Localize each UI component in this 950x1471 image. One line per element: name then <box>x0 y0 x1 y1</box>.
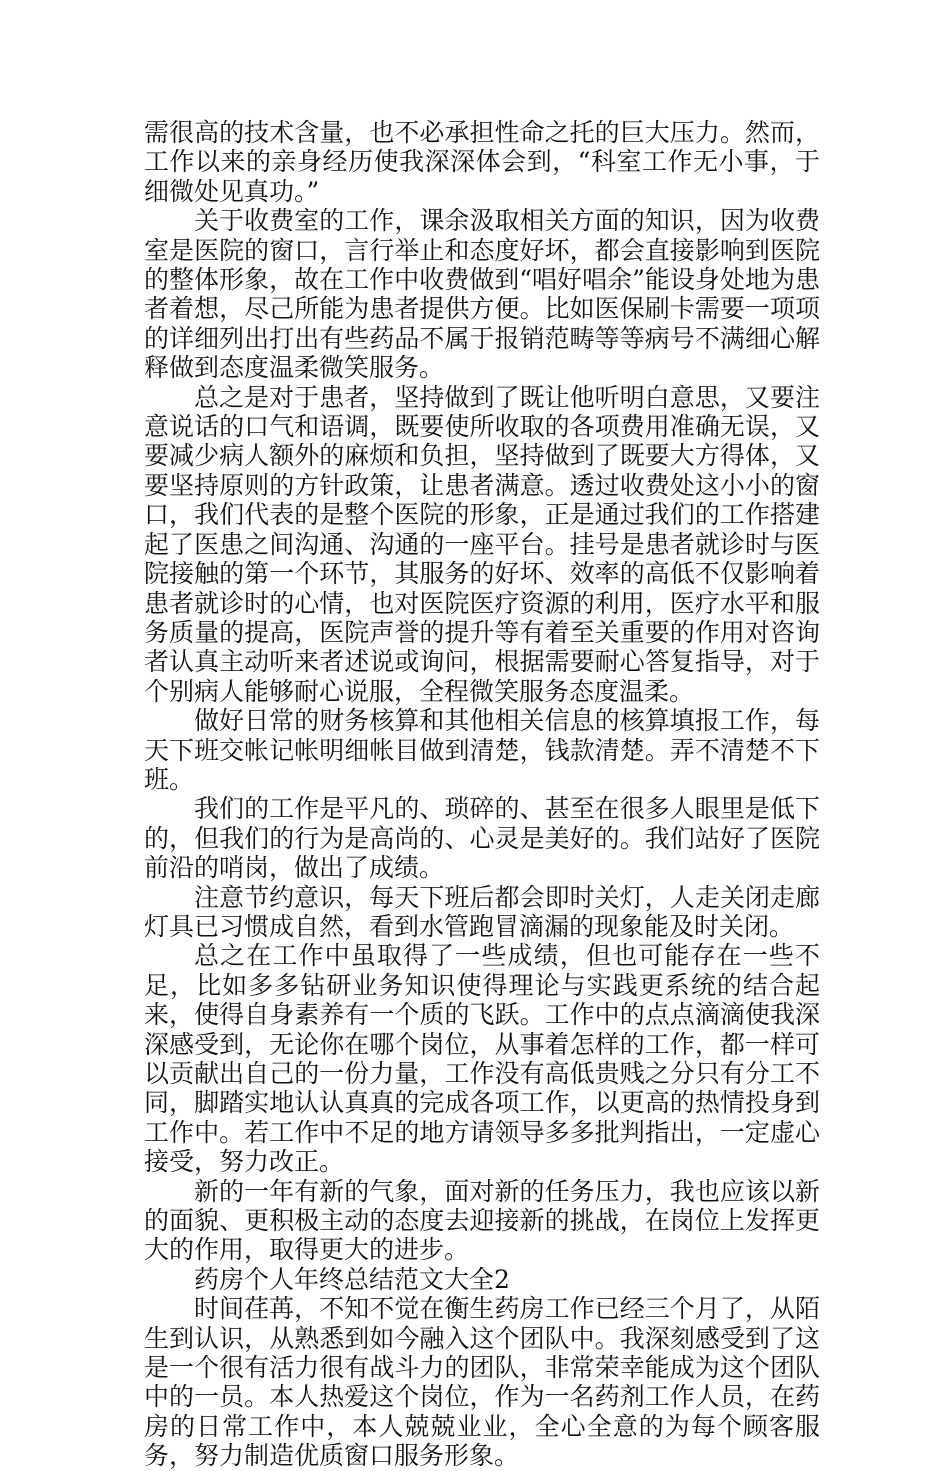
paragraph-3: 总之是对于患者，坚持做到了既让他听明白意思，又要注意说话的口气和语调，既要使所收取的各项费用准确无误，又要减少病人额外的麻烦和负担，坚持做到了既要大方得体，又要坚持原则的方针政策，让患者满意。透过收费处这小小的窗口，我们代表的是整个医院的形象，正是通过我们的工作搭建起了医患之间沟通、沟通的一座平台。挂号是患者就诊时与医院接触的第一个环节，其服务的好坏、效率的高低不仅影响着患者就诊时的心情，也对医院医疗资源的利用，医疗水平和服务质量的提高，医院声誉的提升等有着至关重要的作用对咨询者认真主动听来者述说或询问，根据需要耐心答复指导，对于个别病人能够耐心说服，全程微笑服务态度温柔。 <box>144 382 820 706</box>
paragraph-7: 总之在工作中虽取得了一些成绩，但也可能存在一些不足，比如多多钻研业务知识使得理论与实践更系统的结合起来，使得自身素养有一个质的飞跃。工作中的点点滴滴使我深深感受到，无论你在哪个岗位，从事着怎样的工作，都一样可以贡献出自己的一份力量，工作没有高低贵贱之分只有分工不同，脚踏实地认认真真的完成各项工作，以更高的热情投身到工作中。若工作中不足的地方请领导多多批判指出，一定虚心接受，努力改正。 <box>144 941 820 1177</box>
paragraph-9: 时间荏苒，不知不觉在衡生药房工作已经三个月了，从陌生到认识，从熟悉到如今融入这个团队中。我深刻感受到了这是一个很有活力很有战斗力的团队，非常荣幸能成为这个团队中的一员。本人热爱这个岗位，作为一名药剂工作人员，在药房的日常工作中，本人兢兢业业，全心全意的为每个顾客服务，努力制造优质窗口服务形象。 <box>144 1294 820 1471</box>
paragraph-5: 我们的工作是平凡的、琐碎的、甚至在很多人眼里是低下的，但我们的行为是高尚的、心灵是美好的。我们站好了医院前沿的哨岗，做出了成绩。 <box>144 794 820 883</box>
paragraph-6: 注意节约意识，每天下班后都会即时关灯，人走关闭走廊灯具已习惯成自然，看到水管跑冒滴漏的现象能及时关闭。 <box>144 882 820 941</box>
paragraph-4: 做好日常的财务核算和其他相关信息的核算填报工作，每天下班交帐记帐明细帐目做到清楚，钱款清楚。弄不清楚不下班。 <box>144 706 820 794</box>
paragraph-2: 关于收费室的工作，课余汲取相关方面的知识，因为收费室是医院的窗口，言行举止和态度好坏，都会直接影响到医院的整体形象，故在工作中收费做到“唱好唱余”能设身处地为患者着想，尽己所能为患者提供方便。比如医保刷卡需要一项项的详细列出打出有些药品不属于报销范畴等等病号不满细心解释做到态度温柔微笑服务。 <box>144 206 820 383</box>
paragraph-8: 新的一年有新的气象，面对新的任务压力，我也应该以新的面貌、更积极主动的态度去迎接新的挑战，在岗位上发挥更大的作用，取得更大的进步。 <box>144 1176 820 1265</box>
section-heading: 药房个人年终总结范文大全2 <box>194 1264 510 1294</box>
document-page <box>144 118 820 1471</box>
paragraph-1: 需很高的技术含量，也不必承担性命之托的巨大压力。然而，工作以来的亲身经历使我深深体会到，“科室工作无小事，于细微处见真功。” <box>144 118 820 206</box>
